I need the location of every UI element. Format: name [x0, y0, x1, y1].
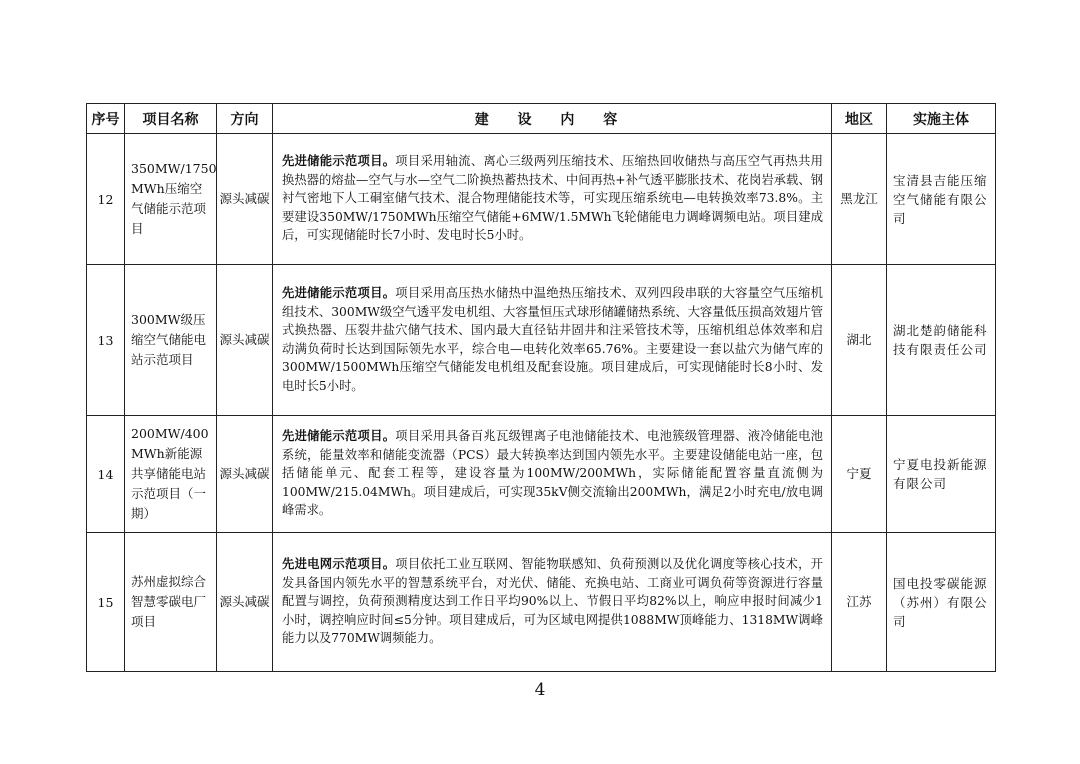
projects-table [86, 103, 996, 672]
project-direction: 源头减碳 [217, 134, 273, 265]
content-text: 项目采用轴流、离心三级两列压缩技术、压缩热回收储热与高压空气再热共用换热器的熔盐—空气与水—空气二阶换热蓄热技术、中间再热+补气透平膨胀技术、花岗岩承载、钢衬气密地下人工硐室储气技术、混合物理储能技术等，可实现压缩系统电—电转换效率73.8%。主要建设350MW/1750MWh压缩空气储能+6MW/1.5MWh飞轮储能电力调峰调频电站。项目建成后，可实现储能时长7小时、发电时长5小时。 [282, 154, 823, 243]
content-lead: 先进储能示范项目。 [282, 153, 396, 169]
row-number: 13 [87, 265, 125, 416]
header-entity: 实施主体 [887, 104, 996, 134]
table-row [87, 416, 996, 533]
row-number: 12 [87, 134, 125, 265]
content-text: 项目依托工业互联网、智能物联感知、负荷预测以及优化调度等核心技术，开发具备国内领先水平的智慧系统平台，对光伏、储能、充换电站、工商业可调负荷等资源进行容量配置与调控，负荷预测精度达到工作日平均90%以上、节假日平均82%以上，响应申报时间减少1小时，调控响应时间≤5分钟。项目建成后，可为区域电网提供1088MW顶峰能力、1318MW调峰能力以及770MW调频能力。 [282, 557, 823, 646]
row-number: 14 [87, 416, 125, 533]
project-direction: 源头减碳 [217, 416, 273, 533]
table-header-row [87, 104, 996, 134]
row-number: 15 [87, 533, 125, 672]
project-content [273, 533, 832, 672]
project-region: 黑龙江 [832, 134, 887, 265]
content-lead: 先进储能示范项目。 [282, 285, 396, 300]
content-lead: 先进储能示范项目。 [282, 428, 396, 444]
page-number: 4 [534, 680, 546, 700]
project-name: 苏州虚拟综合智慧零碳电厂项目 [125, 533, 217, 672]
project-content [273, 134, 832, 265]
table-row [87, 533, 996, 672]
project-entity: 国电投零碳能源（苏州）有限公司 [887, 533, 996, 672]
project-entity: 湖北楚韵储能科技有限责任公司 [887, 265, 996, 416]
project-direction: 源头减碳 [217, 265, 273, 416]
header-content: 建 设 内 容 [273, 104, 832, 134]
project-name: 300MW级压缩空气储能电站示范项目 [125, 265, 217, 416]
table-row [87, 265, 996, 416]
project-entity: 宁夏电投新能源有限公司 [887, 416, 996, 533]
table-row [87, 134, 996, 265]
project-entity: 宝清县吉能压缩空气储能有限公司 [887, 134, 996, 265]
project-region: 湖北 [832, 265, 887, 416]
header-region: 地区 [832, 104, 887, 134]
project-region: 宁夏 [832, 416, 887, 533]
project-content [273, 416, 832, 533]
header-project-name: 项目名称 [125, 104, 217, 134]
content-text: 项目采用具备百兆瓦级锂离子电池储能技术、电池簇级管理器、液冷储能电池系统，能量效率和储能变流器（PCS）最大转换率达到国内领先水平。主要建设储能电站一座，包括储能单元、配套工程等，建设容量为100MW/200MWh，实际储能配置容量直流侧为100MW/215.04MWh。项目建成后，可实现35kV侧交流输出200MWh，满足2小时充电/放电调峰需求。 [282, 429, 823, 518]
header-direction: 方向 [217, 104, 273, 134]
project-region: 江苏 [832, 533, 887, 672]
header-number: 序号 [87, 104, 125, 134]
content-text: 项目采用高压热水储热中温绝热压缩技术、双列四段串联的大容量空气压缩机组技术、300MW级空气透平发电机组、大容量恒压式球形储罐储热系统、大容量低压损高效翅片管式换热器、压裂井盐穴储气技术、国内最大直径钻井固井和注采管技术等，压缩机组总体效率和启动满负荷时长达到国际领先水平，综合电—电转化效率65.76%。主要建设一套以盐穴为储气库的300MW/1500MWh压缩空气储能发电机组及配套设施。项目建成后，可实现储能时长8小时、发电时长5小时。 [282, 286, 823, 393]
project-content [273, 265, 832, 416]
project-name: 200MW/400 MWh新能源共享储能电站示范项目（一期） [125, 416, 217, 533]
project-name: 350MW/1750 MWh压缩空气储能示范项目 [125, 134, 217, 265]
project-direction: 源头减碳 [217, 533, 273, 672]
content-lead: 先进电网示范项目。 [282, 556, 396, 572]
